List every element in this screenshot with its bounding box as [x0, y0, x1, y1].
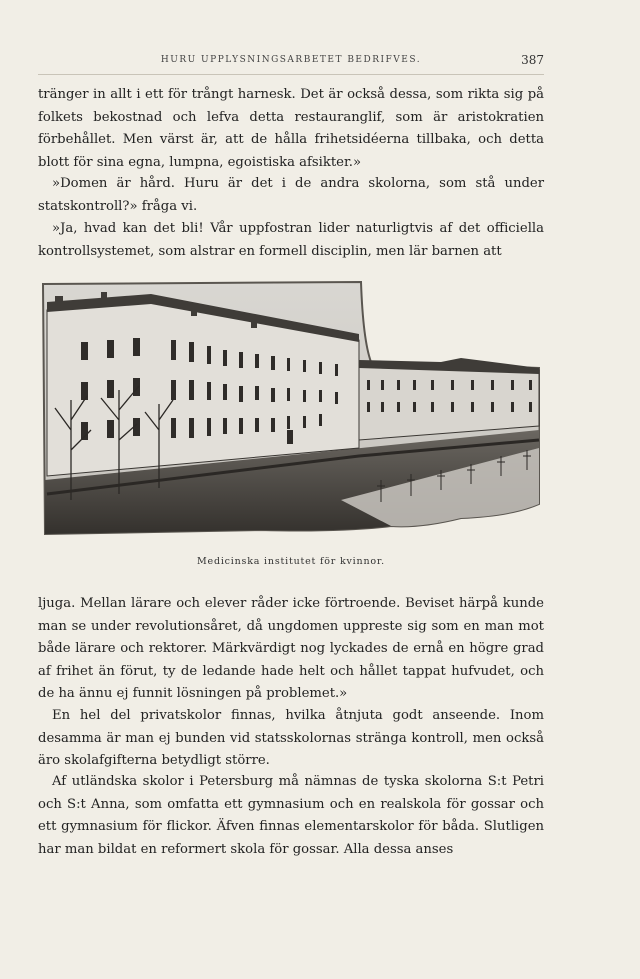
paragraph: »Domen är hård. Huru är det i de andra skolorna, som stå under statskontroll?» fråga vi.	[38, 176, 544, 214]
paragraph: ljuga. Mellan lärare och elever råder icke förtroende. Beviset härpå kunde man se under revolutionsåret, då ungdomen uppreste sig som en man mot både lärare och rektorer. Märkvärdigt nog lyckades de ernå en högre grad af frihet än förut, ty de ledande hade helt och hållet tappat hufvudet, och de ha ännu ej funnit lösningen på problemet.»	[38, 596, 544, 702]
figure-caption: Medicinska institutet för kvinnor.	[197, 556, 385, 567]
building-photograph	[41, 280, 540, 536]
page-number: 387	[521, 53, 544, 67]
paragraph: tränger in allt i ett för trångt harnesk. Det är också dessa, som rikta sig på folkets bekostnad och lefva detta restauranglif, som är aristokratien förbehållet. Men värst är, att de hålla frihetsidéerna tillbaka, och detta blott för sina egna, lumpna, egoistiska afsikter.»	[38, 87, 544, 170]
page-header	[38, 52, 544, 75]
paragraph: En hel del privatskolor finnas, hvilka åtnjuta godt anseende. Inom desamma är man ej bunden vid statsskolornas stränga kontroll, men också äro skolafgifterna betydligt större.	[38, 708, 544, 769]
paragraph: Af utländska skolor i Petersburg må nämnas de tyska skolorna S:t Petri och S:t Anna, som omfatta ett gymnasium och en realskola för gossar och ett gymnasium för flickor. Äfven finnas elementarskolor för båda. Slutligen har man bildat en reformert skola för gossar. Alla dessa anses	[38, 774, 544, 857]
running-head: HURU UPPLYSNINGSARBETET BEDRIFVES.	[160, 55, 422, 65]
paragraph: »Ja, hvad kan det bli! Vår uppfostran lider naturligtvis af det officiella kontrollsystemet, som alstrar en formell disciplin, men lär barnen att	[38, 221, 544, 259]
